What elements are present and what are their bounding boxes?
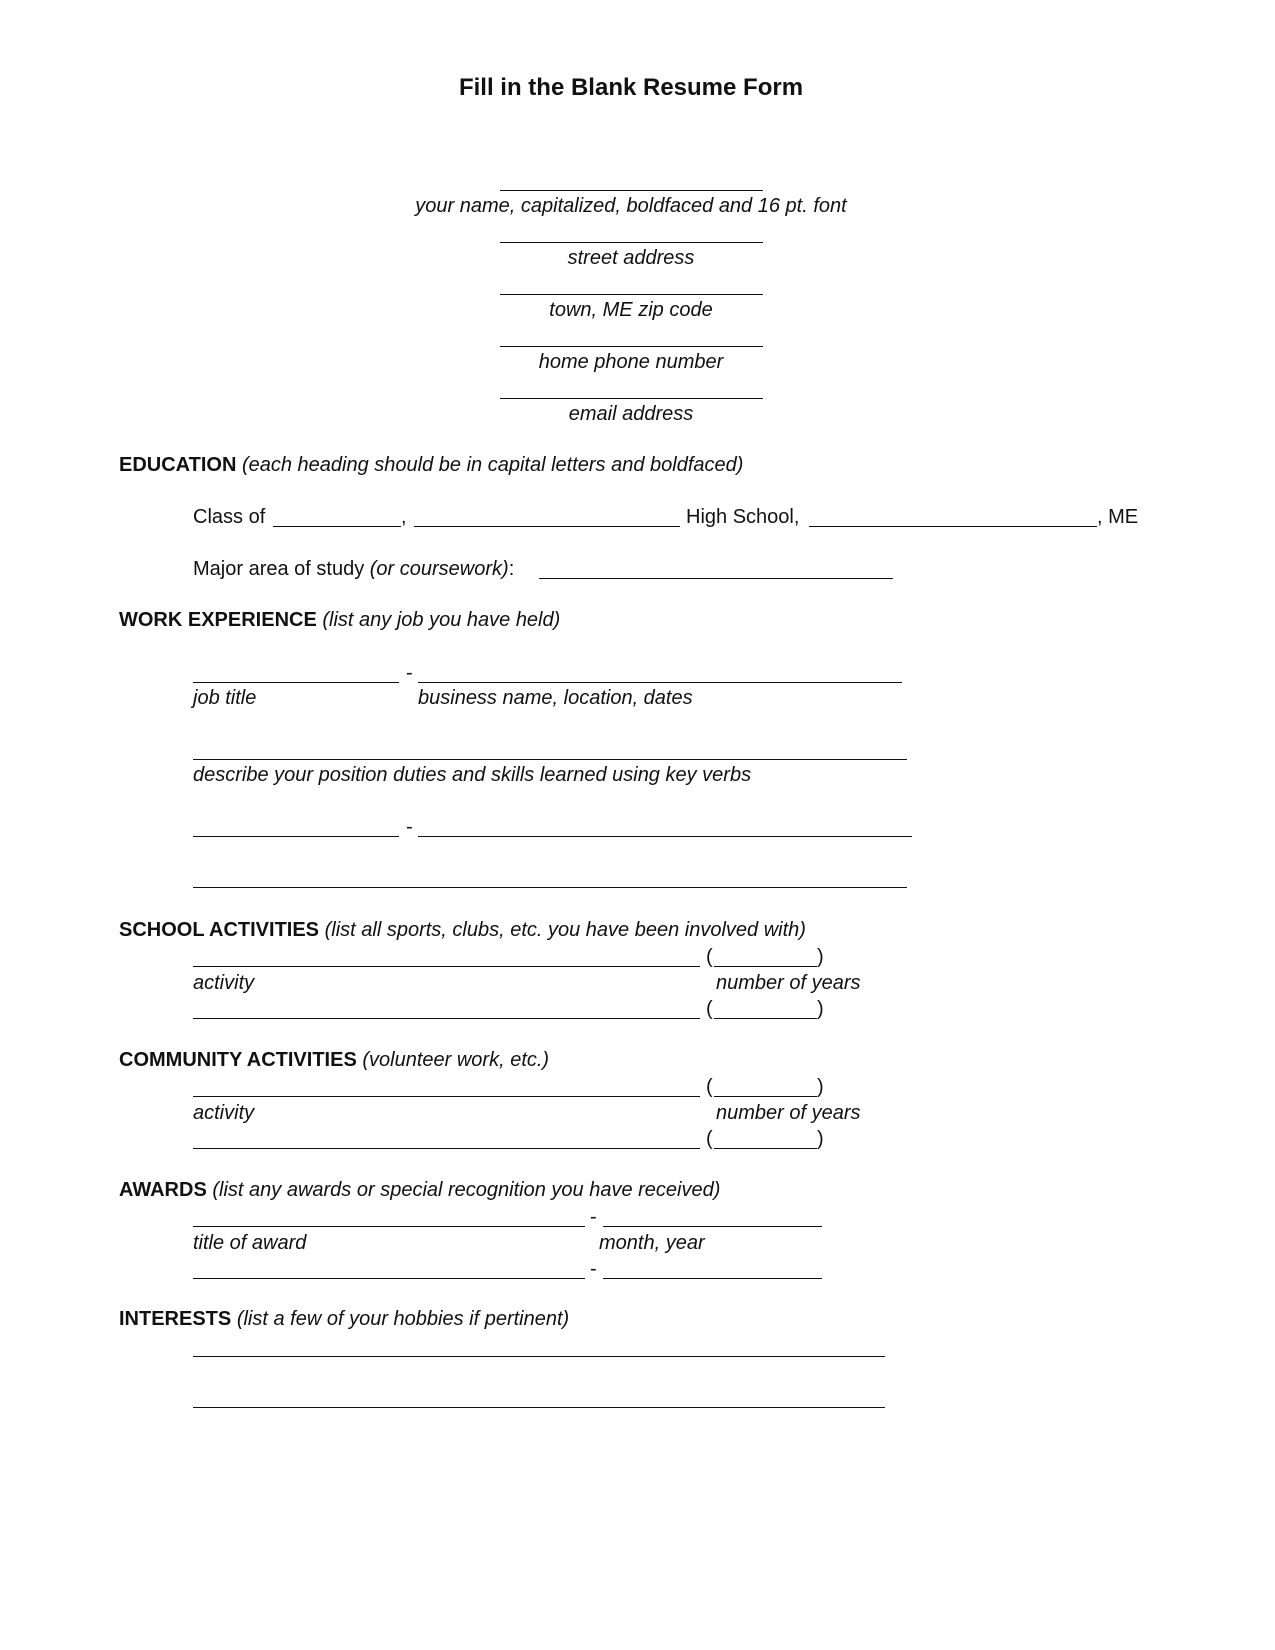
job-dash-1: - bbox=[406, 662, 413, 684]
job-title-blank-2[interactable] bbox=[193, 836, 399, 837]
community-activity-blank-2[interactable] bbox=[193, 1148, 700, 1149]
award-dash-2: - bbox=[590, 1258, 597, 1280]
phone-blank[interactable] bbox=[500, 346, 763, 347]
school-years-blank-1[interactable] bbox=[714, 966, 817, 967]
school-activities-heading: SCHOOL ACTIVITIES bbox=[119, 919, 320, 941]
awards-section bbox=[119, 1180, 720, 1200]
community-activity-hint: activity bbox=[193, 1102, 255, 1124]
school-years-hint: number of years bbox=[716, 972, 861, 994]
duties-blank-1[interactable] bbox=[193, 759, 907, 760]
school-paren-open-2: ( bbox=[706, 998, 713, 1020]
award-title-blank-1[interactable] bbox=[193, 1226, 585, 1227]
award-title-blank-2[interactable] bbox=[193, 1278, 585, 1279]
state-suffix: , ME bbox=[1097, 506, 1139, 528]
class-year-blank[interactable] bbox=[273, 526, 401, 527]
school-activity-blank-1[interactable] bbox=[193, 966, 700, 967]
community-activities-section bbox=[119, 1050, 549, 1070]
school-activities-note: (list all sports, clubs, etc. you have been involved with) bbox=[324, 919, 806, 941]
education-section bbox=[119, 455, 743, 475]
community-activities-note: (volunteer work, etc.) bbox=[362, 1049, 550, 1071]
job-title-hint: job title bbox=[193, 687, 257, 709]
class-comma: , bbox=[401, 506, 407, 528]
education-heading: EDUCATION bbox=[119, 454, 237, 476]
work-note: (list any job you have held) bbox=[322, 609, 561, 631]
interests-blank-1[interactable] bbox=[193, 1356, 885, 1357]
major-note: (or coursework) bbox=[369, 558, 509, 580]
job-dash-2: - bbox=[406, 816, 413, 838]
page-title: Fill in the Blank Resume Form bbox=[458, 74, 804, 101]
street-blank[interactable] bbox=[500, 242, 763, 243]
high-school-label: High School, bbox=[686, 506, 800, 528]
award-date-blank-2[interactable] bbox=[603, 1278, 822, 1279]
education-note: (each heading should be in capital letters and boldfaced) bbox=[241, 454, 744, 476]
interests-section bbox=[119, 1309, 569, 1329]
community-paren-open-2: ( bbox=[706, 1128, 713, 1150]
business-hint: business name, location, dates bbox=[418, 687, 693, 709]
email-blank[interactable] bbox=[500, 398, 763, 399]
award-title-hint: title of award bbox=[193, 1232, 307, 1254]
name-hint: your name, capitalized, boldfaced and 16 pt. font bbox=[415, 195, 847, 217]
award-dash-1: - bbox=[590, 1206, 597, 1228]
awards-note: (list any awards or special recognition you have received) bbox=[212, 1179, 721, 1201]
class-of-label: Class of bbox=[193, 506, 266, 528]
community-activities-heading: COMMUNITY ACTIVITIES bbox=[119, 1049, 357, 1071]
community-years-blank-2[interactable] bbox=[714, 1148, 817, 1149]
interests-blank-2[interactable] bbox=[193, 1407, 885, 1408]
job-title-blank-1[interactable] bbox=[193, 682, 399, 683]
duties-blank-2[interactable] bbox=[193, 887, 907, 888]
interests-heading: INTERESTS bbox=[119, 1308, 232, 1330]
high-school-name-blank[interactable] bbox=[414, 526, 680, 527]
phone-hint: home phone number bbox=[538, 351, 724, 373]
school-years-blank-2[interactable] bbox=[714, 1018, 817, 1019]
school-activity-blank-2[interactable] bbox=[193, 1018, 700, 1019]
name-blank[interactable] bbox=[500, 190, 763, 191]
interests-note: (list a few of your hobbies if pertinent) bbox=[236, 1308, 570, 1330]
award-date-hint: month, year bbox=[599, 1232, 705, 1254]
major-label-group bbox=[193, 559, 514, 579]
business-blank-1[interactable] bbox=[418, 682, 902, 683]
duties-hint: describe your position duties and skills learned using key verbs bbox=[193, 764, 752, 786]
major-label: Major area of study bbox=[193, 558, 365, 580]
street-hint: street address bbox=[567, 247, 695, 269]
school-paren-open-1: ( bbox=[706, 946, 713, 968]
town-hint: town, ME zip code bbox=[549, 299, 713, 321]
school-town-blank[interactable] bbox=[809, 526, 1097, 527]
community-paren-close-1: ) bbox=[817, 1076, 824, 1098]
town-blank[interactable] bbox=[500, 294, 763, 295]
major-colon: : bbox=[508, 558, 515, 580]
award-date-blank-1[interactable] bbox=[603, 1226, 822, 1227]
community-years-hint: number of years bbox=[716, 1102, 861, 1124]
major-blank[interactable] bbox=[539, 578, 893, 579]
business-blank-2[interactable] bbox=[418, 836, 912, 837]
work-section bbox=[119, 610, 560, 630]
school-activities-section bbox=[119, 920, 806, 940]
work-heading: WORK EXPERIENCE bbox=[119, 609, 317, 631]
school-paren-close-2: ) bbox=[817, 998, 824, 1020]
community-paren-close-2: ) bbox=[817, 1128, 824, 1150]
awards-heading: AWARDS bbox=[119, 1179, 207, 1201]
email-hint: email address bbox=[568, 403, 694, 425]
school-activity-hint: activity bbox=[193, 972, 255, 994]
community-years-blank-1[interactable] bbox=[714, 1096, 817, 1097]
community-activity-blank-1[interactable] bbox=[193, 1096, 700, 1097]
community-paren-open-1: ( bbox=[706, 1076, 713, 1098]
school-paren-close-1: ) bbox=[817, 946, 824, 968]
